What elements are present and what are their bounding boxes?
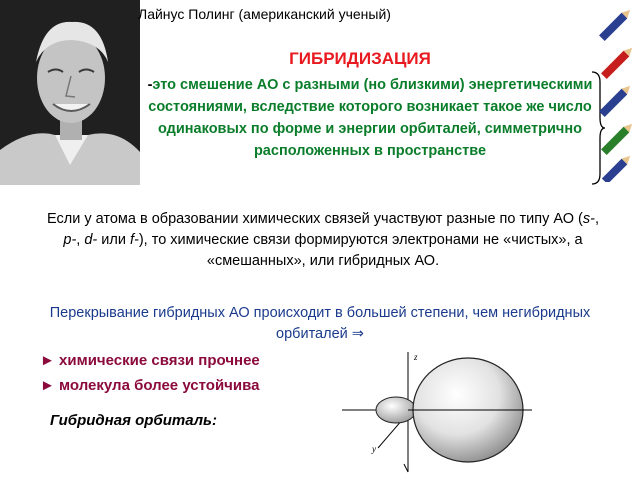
- photo-caption: Лайнус Полинг (американский ученый): [138, 6, 391, 22]
- bullet-marker-icon: ►: [40, 352, 55, 369]
- bullet-marker-icon: ►: [40, 377, 55, 394]
- paragraph-overlap: [30, 303, 610, 345]
- orbital-s: s-: [582, 211, 595, 227]
- bullet-text: химические связи прочнее: [59, 352, 260, 369]
- para1-sep2: ,: [76, 232, 85, 248]
- hybrid-orbital-label: Гибридная орбиталь:: [50, 412, 217, 429]
- bullet-text: молекула более устойчива: [59, 377, 260, 394]
- orbital-p: p-: [63, 232, 77, 248]
- definition-body: это смешение АО с разными (но близкими) энергетическими состояниями, вследствие которого возникает такое же число одинаковых по форме и энергии орбиталей, симметрично расположенных в пространстве: [148, 77, 593, 159]
- implies-arrow-icon: ⇒: [351, 326, 364, 342]
- svg-text:z: z: [414, 352, 418, 362]
- bullet-item: [40, 377, 259, 394]
- paragraph-hybrid-orbitals: [38, 209, 608, 272]
- para1-part2: ), то химические связи формируются электронами не «чистых», а «смешанных», или гибридных АО.: [138, 232, 583, 269]
- pencils-decoration-icon: [596, 2, 640, 182]
- definition-dash: -: [147, 77, 153, 93]
- orbital-d: d-: [84, 232, 98, 248]
- orbital-f: f-: [129, 232, 139, 248]
- para1-part1: Если у атома в образовании химических связей участвуют разные по типу АО (: [47, 211, 583, 227]
- page-title: ГИБРИДИЗАЦИЯ: [289, 49, 431, 68]
- portrait-photo: [0, 0, 140, 185]
- definition-text: [142, 74, 598, 162]
- svg-text:y: y: [372, 444, 376, 454]
- bullet-item: [40, 352, 260, 369]
- para1-sep3: или: [97, 232, 130, 248]
- para2-text: Перекрывание гибридных АО происходит в большей степени, чем негибридных орбиталей: [49, 305, 591, 342]
- hybrid-orbital-diagram: [338, 348, 534, 476]
- para1-sep1: ,: [594, 211, 599, 227]
